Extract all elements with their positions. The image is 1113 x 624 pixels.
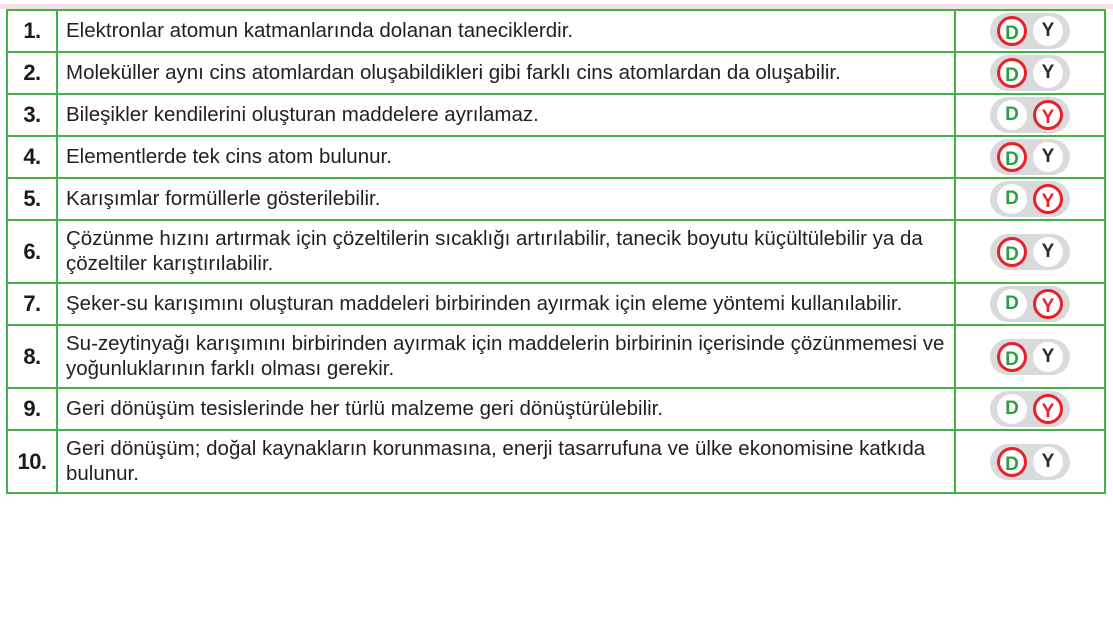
- answer-option-true[interactable]: D: [997, 16, 1027, 46]
- table-row: [7, 283, 1105, 325]
- table-row: [7, 94, 1105, 136]
- page-top-strip: [0, 0, 1113, 9]
- row-answer-cell: [955, 178, 1105, 220]
- row-statement: Çözünme hızını artırmak için çözeltilerin sıcaklığı artırılabilir, tanecik boyutu küçültülebilir ya da çözeltiler karıştırılabilir.: [57, 220, 955, 283]
- row-statement: Geri dönüşüm; doğal kaynakların korunmasına, enerji tasarrufuna ve ülke ekonomisine katkıda bulunur.: [57, 430, 955, 493]
- row-answer-cell: [955, 283, 1105, 325]
- table-row: [7, 325, 1105, 388]
- table-row: [7, 178, 1105, 220]
- answer-option-true[interactable]: D: [997, 289, 1027, 319]
- row-number: 5.: [7, 178, 57, 220]
- row-answer-cell: [955, 10, 1105, 52]
- answer-option-false[interactable]: Y: [1033, 184, 1063, 214]
- answer-option-false[interactable]: Y: [1033, 237, 1063, 267]
- row-number: 7.: [7, 283, 57, 325]
- table-row: [7, 10, 1105, 52]
- table-row: [7, 136, 1105, 178]
- row-answer-cell: [955, 52, 1105, 94]
- table-row: [7, 430, 1105, 493]
- table-body: [7, 10, 1105, 493]
- row-answer-cell: [955, 94, 1105, 136]
- row-statement: Moleküller aynı cins atomlardan oluşabildikleri gibi farklı cins atomlardan da oluşabilir.: [57, 52, 955, 94]
- answer-pill: [990, 181, 1070, 217]
- answer-pill: [990, 339, 1070, 375]
- answer-pill: [990, 444, 1070, 480]
- answer-option-true[interactable]: D: [997, 394, 1027, 424]
- answer-option-false[interactable]: Y: [1033, 394, 1063, 424]
- table-row: [7, 220, 1105, 283]
- answer-pill: [990, 234, 1070, 270]
- answer-option-false[interactable]: Y: [1033, 342, 1063, 372]
- answer-option-true[interactable]: D: [997, 237, 1027, 267]
- answer-pill: [990, 13, 1070, 49]
- table-row: [7, 52, 1105, 94]
- row-answer-cell: [955, 220, 1105, 283]
- answer-option-true[interactable]: D: [997, 184, 1027, 214]
- row-number: 3.: [7, 94, 57, 136]
- answer-pill: [990, 391, 1070, 427]
- row-statement: Su-zeytinyağı karışımını birbirinden ayırmak için maddelerin birbirinin içerisinde çözünmemesi ve yoğunluklarının farklı olması gerekir.: [57, 325, 955, 388]
- row-statement: Elementlerde tek cins atom bulunur.: [57, 136, 955, 178]
- row-statement: Şeker-su karışımını oluşturan maddeleri birbirinden ayırmak için eleme yöntemi kullanılabilir.: [57, 283, 955, 325]
- page-top-strip-inner: [0, 0, 1113, 4]
- row-number: 2.: [7, 52, 57, 94]
- row-number: 9.: [7, 388, 57, 430]
- true-false-table: [6, 9, 1106, 494]
- row-number: 8.: [7, 325, 57, 388]
- answer-pill: [990, 97, 1070, 133]
- answer-option-true[interactable]: D: [997, 342, 1027, 372]
- answer-option-false[interactable]: Y: [1033, 142, 1063, 172]
- row-answer-cell: [955, 325, 1105, 388]
- answer-option-false[interactable]: Y: [1033, 100, 1063, 130]
- row-statement: Karışımlar formüllerle gösterilebilir.: [57, 178, 955, 220]
- answer-option-true[interactable]: D: [997, 447, 1027, 477]
- answer-option-false[interactable]: Y: [1033, 16, 1063, 46]
- row-answer-cell: [955, 430, 1105, 493]
- row-statement: Elektronlar atomun katmanlarında dolanan taneciklerdir.: [57, 10, 955, 52]
- row-number: 6.: [7, 220, 57, 283]
- answer-pill: [990, 139, 1070, 175]
- row-statement: Bileşikler kendilerini oluşturan maddelere ayrılamaz.: [57, 94, 955, 136]
- row-number: 1.: [7, 10, 57, 52]
- row-answer-cell: [955, 388, 1105, 430]
- row-number: 10.: [7, 430, 57, 493]
- row-number: 4.: [7, 136, 57, 178]
- table-row: [7, 388, 1105, 430]
- answer-option-false[interactable]: Y: [1033, 58, 1063, 88]
- answer-pill: [990, 286, 1070, 322]
- answer-option-true[interactable]: D: [997, 142, 1027, 172]
- answer-option-true[interactable]: D: [997, 58, 1027, 88]
- answer-pill: [990, 55, 1070, 91]
- answer-option-true[interactable]: D: [997, 100, 1027, 130]
- row-answer-cell: [955, 136, 1105, 178]
- answer-option-false[interactable]: Y: [1033, 447, 1063, 477]
- answer-option-false[interactable]: Y: [1033, 289, 1063, 319]
- row-statement: Geri dönüşüm tesislerinde her türlü malzeme geri dönüştürülebilir.: [57, 388, 955, 430]
